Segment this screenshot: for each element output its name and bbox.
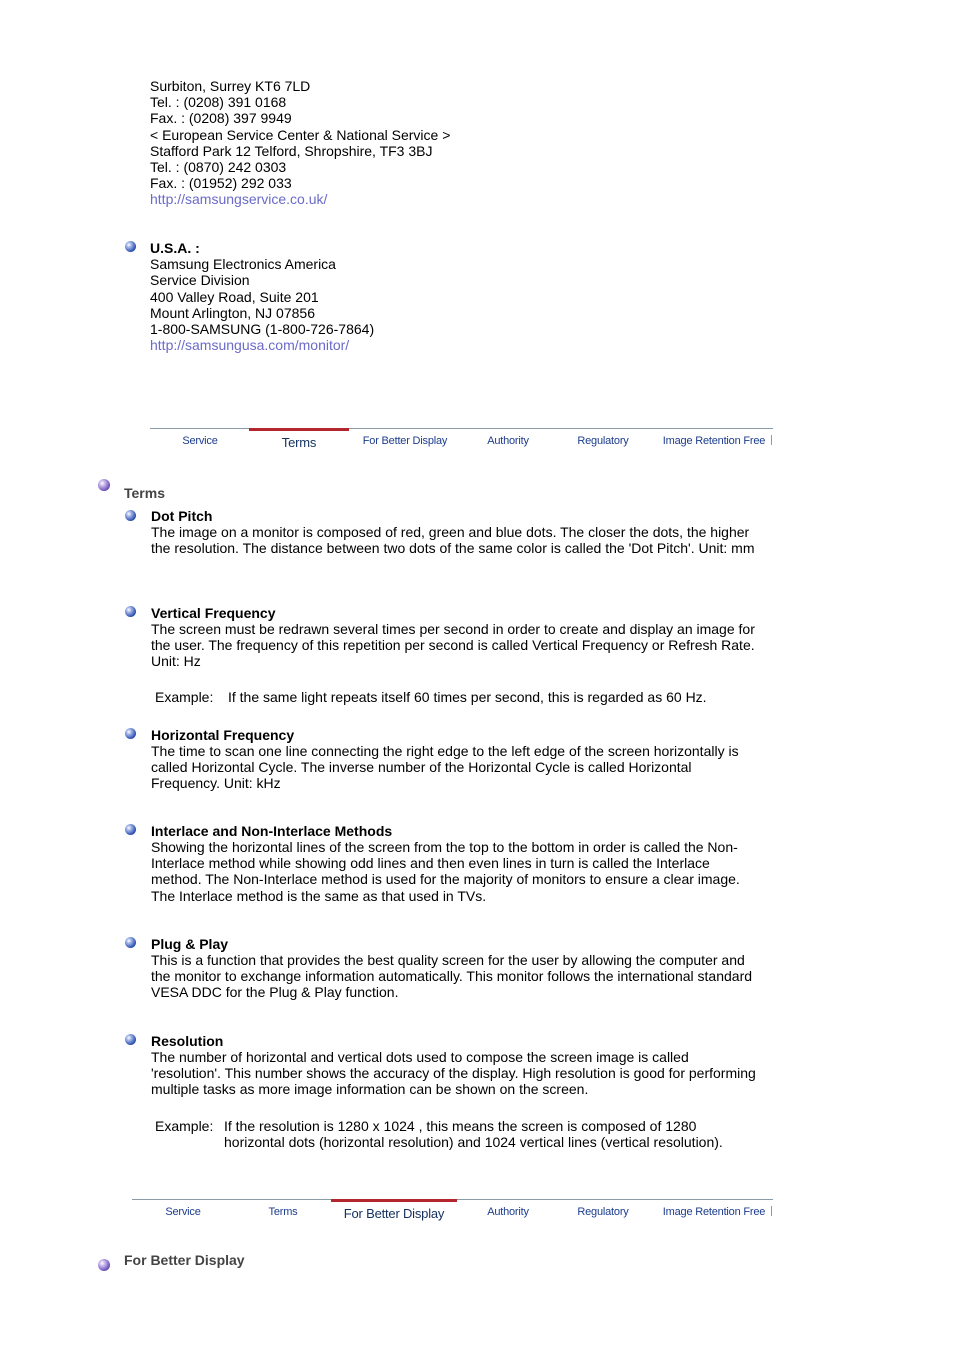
term-resolution: [151, 1033, 761, 1098]
usa-line: Service Division: [150, 272, 250, 289]
term-title: Vertical Frequency: [151, 605, 276, 621]
example-label: Example:: [155, 1118, 214, 1134]
example-text: If the resolution is 1280 x 1024 , this means the screen is composed of 1280 horizontal dots (horizontal resolution) and 1024 vertical lines (vertical resolution).: [224, 1118, 723, 1151]
term-plug-and-play: [151, 936, 761, 1001]
uk-line: Surbiton, Surrey KT6 7LD: [150, 78, 311, 94]
uk-line: Fax. : (01952) 292 033: [150, 175, 292, 192]
uk-line: Stafford Park 12 Telford, Shropshire, TF3 3BJ: [150, 142, 433, 159]
usa-service-block: [150, 240, 374, 353]
term-body: The screen must be redrawn several times per second in order to create and display an image for the user. The frequency of this repetition per second is called Vertical Frequency or Refresh Rate. Unit: Hz: [151, 621, 755, 670]
bullet-icon: [125, 824, 136, 835]
bullet-icon: [125, 1034, 136, 1045]
section-title-for-better-display: For Better Display: [124, 1252, 245, 1268]
bullet-icon: [125, 510, 136, 521]
usa-line: Samsung Electronics America: [150, 256, 336, 273]
usa-service-link[interactable]: http://samsungusa.com/monitor/: [150, 337, 350, 354]
bullet-icon: [125, 728, 136, 739]
term-body: The image on a monitor is composed of red, green and blue dots. The closer the dots, the higher the resolution. The distance between two dots of the same color is called the 'Dot Pitch'. Unit: mm: [151, 524, 755, 557]
term-dot-pitch: [151, 508, 761, 556]
usa-line: 400 Valley Road, Suite 201: [150, 288, 319, 305]
uk-line: < European Service Center & National Service >: [150, 126, 451, 143]
section-title-terms: Terms: [124, 485, 165, 501]
term-vertical-frequency: [151, 605, 761, 670]
tab-terms[interactable]: Terms: [249, 428, 349, 451]
term-body: The time to scan one line connecting the right edge to the left edge of the screen horizontally is called Horizontal Cycle. The inverse number of the Horizontal Cycle is called Horizontal Frequency. Unit: kHz: [151, 743, 739, 792]
usa-title: U.S.A. :: [150, 240, 200, 256]
term-title: Dot Pitch: [151, 508, 213, 524]
uk-service-block: [150, 78, 450, 208]
tab-service[interactable]: Service: [165, 1206, 201, 1218]
term-title: Interlace and Non-Interlace Methods: [151, 823, 393, 839]
tab-bar-bottom: [132, 1199, 773, 1220]
bullet-icon: [125, 606, 136, 617]
term-interlace: [151, 823, 761, 904]
tab-for-better-display[interactable]: For Better Display: [331, 1199, 457, 1222]
tab-image-retention-free[interactable]: Image Retention Free: [662, 435, 766, 447]
example-label: Example:: [155, 689, 214, 705]
term-body: Showing the horizontal lines of the screen from the top to the bottom in order is called the Non-Interlace method while showing odd lines and then even lines in turn is called the Interlace method. The Non-Interlace method is used for the majority of monitors to ensure a clear image. The Interlace method is the same as that used in TVs.: [151, 839, 740, 904]
tab-for-better-display[interactable]: For Better Display: [362, 435, 448, 447]
uk-line: Tel. : (0208) 391 0168: [150, 94, 287, 111]
tab-service[interactable]: Service: [182, 435, 218, 447]
uk-line: Fax. : (0208) 397 9949: [150, 110, 292, 127]
tab-authority[interactable]: Authority: [487, 1206, 529, 1218]
section-bullet-icon: [98, 479, 110, 491]
bullet-icon: [125, 241, 136, 252]
usa-line: Mount Arlington, NJ 07856: [150, 304, 315, 321]
tab-regulatory[interactable]: Regulatory: [577, 435, 629, 447]
tab-regulatory[interactable]: Regulatory: [577, 1206, 629, 1218]
bullet-icon: [125, 937, 136, 948]
tab-terms[interactable]: Terms: [268, 1206, 298, 1218]
section-bullet-icon: [98, 1259, 110, 1271]
tab-image-retention-free[interactable]: Image Retention Free: [662, 1206, 766, 1218]
example-text: If the same light repeats itself 60 times per second, this is regarded as 60 Hz.: [228, 689, 707, 705]
uk-line: Tel. : (0870) 242 0303: [150, 158, 287, 175]
tab-authority[interactable]: Authority: [487, 435, 529, 447]
term-body: The number of horizontal and vertical dots used to compose the screen image is called 'resolution'. This number shows the accuracy of the display. High resolution is good for performing multiple tasks as more image information can be shown on the screen.: [151, 1049, 756, 1098]
usa-line: 1-800-SAMSUNG (1-800-726-7864): [150, 320, 375, 337]
term-body: This is a function that provides the best quality screen for the user by allowing the computer and the monitor to exchange information automatically. This monitor follows the international standard VESA DDC for the Plug & Play function.: [151, 952, 753, 1001]
uk-service-link[interactable]: http://samsungservice.co.uk/: [150, 191, 328, 208]
term-title: Resolution: [151, 1033, 224, 1049]
tab-divider: [771, 435, 772, 445]
term-title: Horizontal Frequency: [151, 727, 295, 743]
tab-bar-top: [150, 428, 773, 449]
term-horizontal-frequency: [151, 727, 761, 792]
term-title: Plug & Play: [151, 936, 229, 952]
tab-divider: [771, 1206, 772, 1216]
